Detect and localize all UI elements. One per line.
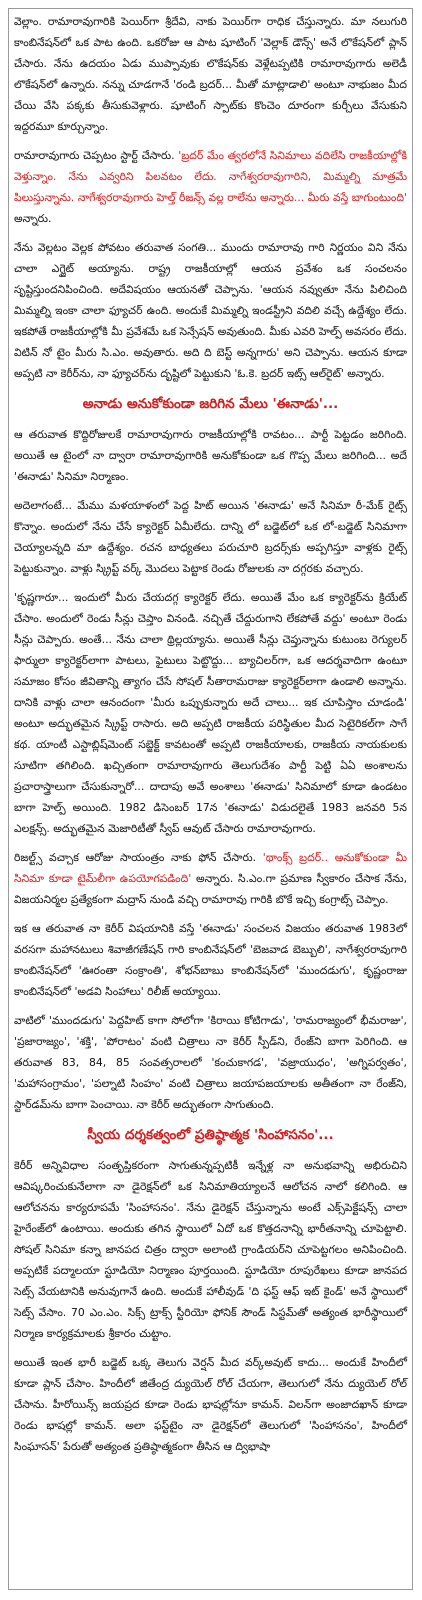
article-paragraph: ఇక ఆ తరువాత నా కెరీర్ విషయానికి వస్తే 'ఈనాడు' సంచలన విజయం తరువాత 1983లో వరసగా మహానటులు శివాజీగణేషన్ గారి కాంబినేషన్‌లో 'బెజవాడ బెబ్బులి', నాగేశ్వరరావుగారి కాంబినేషన్‌లో 'ఊరంతా సంక్రాంతి', శోభన్‌బాబు కాంబినేషన్‌లో 'ముందడుగు', కృష్ణంరాజు కాంబినేషన్‌లో 'అడవి సింహాలు' రిలీజ్ అయ్యాయి. — [14, 922, 407, 998]
section-heading: అనాడు అనుకోకుండా జరిగిన మేలు 'ఈనాడు'... — [82, 396, 339, 412]
article-paragraph: నేను వెల్లటం వెల్లక పోవటం తరువాత సంగతి... ముందు రామారావు గారి నిర్ణయం విని నేను చాలా ఎగ్జైట్ అయ్యాను. రాష్ట్ర రాజకీయాల్లో ఆయన ప్రవేశం ఒక సంచలనం సృష్టిస్తుందనిపించింది. అదేవిషయం ఆయనతో చెప్పాను. 'ఆయన నవ్వుతూ నేను పిలిచింది మిమ్మల్ని ఇంకా చాలా ఫ్యూచర్ ఉంది. అందుకే మిమ్మల్ని ఇండస్ట్రీని వదిలి వచ్చే ఉద్దేశ్యం లేదు. ఇకపోతే రాజకీయాల్లోకి మీ ప్రవేశమే ఒక సెన్సేషన్ అవుతుంది. మీకు ఎవరి హెల్ప్ అవసరం లేదు. విటిన్ నో టైం మీరు సి.ఎం. అవుతారు. అది ది బెస్ట్ అన్నగారు' అని చెప్పాను. ఆయన కూడా అప్పటి నా కెరీర్‌ను, నా ఫ్యూచర్‌ను దృష్టిలో పెట్టుకుని 'ఓ.కె. బ్రదర్ ఇట్స్ ఆల్‌రైట్' అన్నారు. — [14, 241, 407, 380]
paragraph-text: అన్నారు. — [14, 212, 52, 225]
highlighted-quote: 'బ్రదర్ మేం త్వరలోనే సినిమాలు వదిలేసి రాజకీయాల్లోకి వెళ్తున్నాం. నేను ఎవ్వరిని పిలవటం లేదు. నాగేశ్వరరావుగారిని, మిమ్మల్ని మాత్రమే పిలుస్తున్నాను. నాగేశ్వరరావుగారు హెల్త్ రీజన్స్ వల్ల రాలేను అన్నారు... మీరు వస్తే బాగుంటుంది' — [14, 149, 407, 204]
article-paragraph: కెరీర్ అన్నివిధాల సంతృప్తికరంగా సాగుతున్నప్పటికీ ఇన్నేళ్ల నా అనుభవాన్ని అభిరుచిని ఆవిష్కరించుకునేలాగా నా డైరెక్షన్‌లో ఒక సినిమాతియ్యాలనే ఆలోచన నాలో కలిగింది. ఆ ఆలోచనను కార్యరూపమే 'సింహాసనం'. నేను డైరెక్షన్ చేస్తున్నాను అంటే ఎక్స్‌పెక్టేషన్స్ చాలా హైరేంజ్‌లో ఉంటాయి. అందుకు తగిన స్థాయిలో ఏదో ఒక కొత్తదనాన్ని భారీతనాన్ని చూపెట్టాలి. సోషల్ సినిమా కన్నా జానపద చిత్రం ద్వారా అలాంటి గ్రాండియర్‌ని చూపెట్టగలం అనిపించింది. అప్పటికే పద్మాలయా స్టూడియో నిర్మాణం పూర్తయింది. స్టూడియో రూపురేఖలు కూడా జానపద సెట్స్ వేయటానికి అనువుగానే ఉంది. అందుకే హాలీవుడ్ 'ది ఫస్ట్ ఆఫ్ ఇట్ కైండ్' అనే స్థాయిలో సెట్స్ వేసాం. 70 ఎం.ఎం. సిక్స్ ట్రాక్స్ స్టీరియో ఫోనిక్ సౌండ్ సిస్టమ్‌తో అత్యంత భారీస్థాయిలో నిర్మాణ కార్యక్రమాలకు శ్రీకారం చుట్టాం. — [14, 1159, 407, 1340]
article-paragraph: అదెలాగంటే... మేము మళయాళంలో పెద్ద హిట్ అయిన 'ఈనాడు' అనే సినిమా రీ-మేక్ రైట్స్ కొన్నాం. అందులో నేను చేసే క్యారెక్టర్ ఏమీలేదు. దాన్ని లో బడ్జెట్‌లో ఒక లో-బడ్జెట్ సినిమాగా చెయ్యాలన్నది మా ఉద్దేశ్యం. రచన బాధ్యతలు పరుచూరి బ్రదర్స్‌కు అప్పగిస్తూ వాళ్లకు రైట్స్ పెట్టుకున్నాం. వాళ్లు స్క్రిప్ట్ వర్క్ మొదలు పెట్టాక రెండు రోజులకు నా దగ్గరకు వచ్చారు. — [14, 499, 407, 575]
article-paragraph: ఆ తరువాత కొద్దిరోజులకే రామారావుగారు రాజకీయాల్లోకి రావటం... పార్టీ పెట్టడం జరిగింది. అయితే ఆ టైంలో నా ద్వారా రామారావుగారికి అనుకోకుండా ఒక గొప్ప మేలు జరిగింది... అదే 'ఈనాడు' సినిమా నిర్మాణం. — [14, 428, 407, 483]
article-paragraph: 'కృష్ణగారూ... ఇందులో మీరు చేయదగ్గ క్యారెక్టర్ లేదు. అయితే మేం ఒక క్యారెక్టర్‌ను క్రియేట్ చేసాం. అందులో రెండు సీన్లు చెప్తాం వినండి. నచ్చితే చేద్దురుగాని లేకపోతే వద్దు' అంటూ రెండు సీన్లు చెప్పారు. అంతే... నేను చాలా థ్రిల్లయ్యాను. అయితే సీన్లు చెప్తున్నాను కుటుంబ రెగ్యులర్ ఫార్ములా క్యారెక్టర్‌లాగా పాటలు, ఫైటులు పెట్టొద్దు... బ్యాచిలర్‌గా, ఒక ఆదర్శవాదిగా ఉంటూ సమాజం కోసం జీవితాన్ని త్యాగం చేసే సోషల్ సీతారామరాజు క్యారెక్టర్‌లాగా ఉండాలి అన్నాను. దానికి వాళ్లు చాలా ఆనందంగా 'మీరు ఒప్పుకున్నారు అదే చాలు... ఇక చూపిస్తాం చూడండి' అంటూ అద్భుతమైన స్క్రిప్ట్ రాసారు. అది అప్పటి రాజకీయ పరిస్థితుల మీద సెటైరికల్‌గా సాగే కథ. యాంటీ ఎస్టాబ్లిష్‌మెంట్ సబ్జెక్ట్ కావటంతో అప్పటి రాజకీయాలకు, రాజకీయ నాయకులకు సూటిగా తగిలింది. ఖచ్చితంగా రామారావుగారు తెలుగుదేశం పార్టీ పెట్టి ఏఏ అంశాలను ప్రచారాస్త్రాలుగా చేసుకున్నారో... దాదాపు అవే అంశాలు 'ఈనాడు' సినిమాలో కూడా ఉండటం బాగా హెల్ప్ అయింది. 1982 డిసెంబర్ 17న 'ఈనాడు' విడుదలైతే 1983 జనవరి 5న ఎలక్షన్స్. అద్భుతమైన మెజారిటీతో స్వీప్ ఆవుట్ చేసారు రామారావుగారు. — [14, 591, 407, 835]
article-paragraph — [14, 145, 407, 229]
article-page — [8, 8, 413, 1590]
section-heading: స్వీయ దర్శకత్వంలో ప్రతిష్ఠాత్మక 'సింహాసనం'... — [87, 1127, 334, 1143]
article-paragraph: అయితే ఇంత భారీ బడ్జెట్ ఒక్క తెలుగు వెర్షన్ మీద వర్క్‌అవుట్ కాదు... అందుకే హిందీలో కూడా ప్లాన్ చేసాం. హిందీలో జితేంద్ర ద్యుయెల్ రోల్ చేయగా, తెలుగులో నేను ద్యుయెల్ రోల్ చేసాను. హీరోయిన్స్ జయప్రద కూడా రెండు భాషల్లోనూ కామన్. విలన్‌గా అంజాదఖాన్ కూడా రెండు భాషల్లో కామన్. అలా ఫస్ట్‌టైం నా డైరెక్షన్‌లో తెలుగులో 'సింహాసనం', హిందీలో సింఘాసన్' పేరుతో అత్యంత ప్రతిష్ఠాత్మకంగా తీసిన ఆ ద్విభాషా — [14, 1356, 407, 1453]
article-paragraph: వెల్లాం. రామారావుగారికి పెయిర్‌గా శ్రీదేవి, నాకు పెయిర్‌గా రాధిక చేస్తున్నారు. మా నలుగురి కాంబినేషన్‌లో ఒక పాట ఉంది. ఒకరోజు ఆ పాట షూటింగ్ 'వెల్లాక్ డౌన్స్' అనే లొకేషన్‌లో ప్లాన్ చేసారు. నేను ఉదయం ఏడు ముప్పావుకు లొకేషన్‌కు వెళ్లేటప్పటికి రామారావుగారు అలెడీ లొకేషన్‌లో ఉన్నారు. నన్ను చూడగానే 'రండి బ్రదర్... మీతో మాట్లాడాలి' అంటూ నాభుజం మీద చేయి వేసి పక్కకు తీసుకువెళ్లారు. షూటింగ్ స్పాట్‌కు కొంచెం దూరంగా కుర్చీలు వేసుకుని ఇద్దరమూ కూర్చున్నాం. — [14, 15, 407, 133]
paragraph-text: అన్నారు. సి.ఎం.గా ప్రమాణ స్వీకారం చేసాక నేను, విజయనిర్మల ప్రత్యేకంగా మద్రాస్ నుండి వచ్చి రామారావు గారికి బొకే ఇచ్చి కంగ్రాట్స్ చెప్పాం. — [14, 872, 407, 906]
paragraph-text: రామారావుగారు చెప్పటం స్టార్ట్ చేసారు. — [14, 149, 179, 162]
article-paragraph — [14, 847, 407, 910]
paragraph-text: రిజల్ట్స్ వచ్చాక ఆరోజు సాయంత్రం నాకు ఫోన్ చేసారు. — [14, 851, 263, 864]
article-paragraph: వాటిలో 'ముందడుగు' పెద్దహిట్ కాగా సోలోగా 'కిరాయి కోటిగాడు', 'రామరాజ్యంలో భీమరాజు', 'ప్రజారాజ్యం', 'శక్తి', 'పోరాటం' వంటి చిత్రాలు నా కెరీర్ స్పీడ్‌ని, రేంజ్‌ని బాగా పెరిగింది. ఆ తరువాత 83, 84, 85 సంవత్సరాలలో 'కంచుకాగడ', 'వజ్రాయుధం', 'అగ్నిపర్వతం', 'మహాసంగ్రామం', 'పల్నాటి సింహం' వంటి చిత్రాలు జయాపజయాలకు అతీతంగా నా రేంజ్‌ని, స్టార్‌డమ్‌ను బాగా పెంచాయి. నా కెరీర్ అద్భుతంగా సాగుతుంది. — [14, 1014, 407, 1111]
highlighted-quote: 'థాంక్స్ బ్రదర్.. అనుకోకుండా మీ సినిమా కూడా టైమ్‌లీగా ఉపయోగపడింది' — [14, 851, 407, 885]
